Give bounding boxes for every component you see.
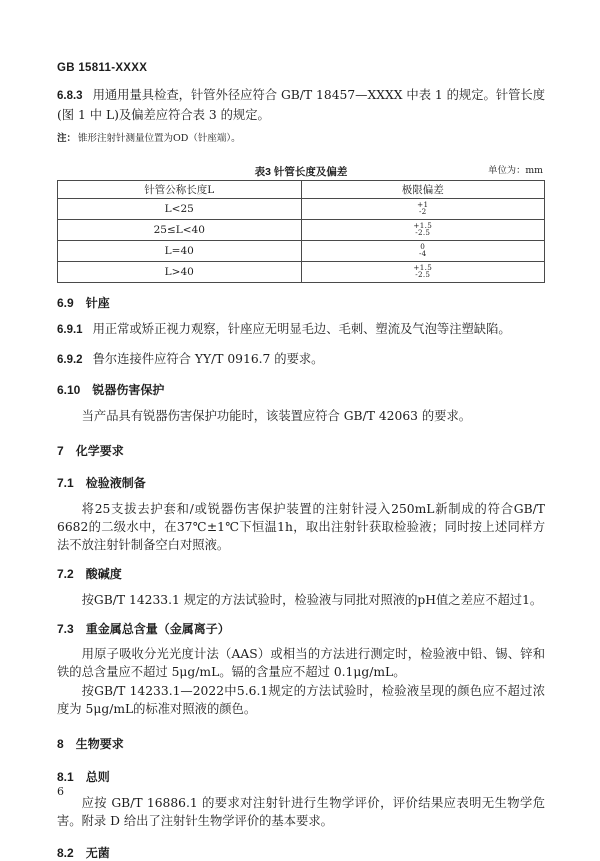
tolerance-upper: +1 [417,199,429,209]
cell-length: L<25 [58,199,302,220]
heading-8-2 [57,844,545,861]
cell-deviation [301,241,545,262]
clause-6-9-2 [57,350,545,370]
heading-7 [57,442,545,459]
clause-text: 用正常或矫正视力观察，针座应无明显毛边、毛刺、塑流及气泡等注塑缺陷。 [92,322,511,336]
clause-text: 鲁尔连接件应符合 YY/T 0916.7 的要求。 [92,352,324,366]
cell-deviation [301,199,545,220]
para-7-1: 将25支拔去护套和/或锐器伤害保护装置的注射针浸入250mL新制成的符合GB/T 6682的二级水中，在37℃±1℃下恒温1h，取出注射针获取检验液；同时按上述同样方法不放注射针制备空白对照液。 [57,502,545,552]
heading-title: 无菌 [85,846,110,860]
table-row [58,220,545,241]
tolerance-lower: -2.5 [415,270,431,280]
para-7-3-a: 用原子吸收分光光度计法（AAS）或相当的方法进行测定时，检验液中铅、锡、锌和铁的总含量应不超过 5μg/mL。镉的含量应不超过 0.1μg/mL。 [57,647,545,679]
heading-title: 检验液制备 [85,476,146,490]
tolerance-lower: -2.5 [415,228,431,238]
heading-title: 针座 [85,296,110,310]
cell-deviation [301,220,545,241]
heading-number: 8 [57,737,64,751]
heading-6-10 [57,381,545,398]
tolerance-stack [413,264,432,279]
heading-number: 6.10 [57,383,81,397]
tolerance-stack [417,201,428,216]
para-7-3-b: 按GB/T 14233.1—2022中5.6.1规定的方法试验时，检验液呈现的颜色应不超过浓度为 5μg/mL的标准对照液的颜色。 [57,684,545,716]
clause-6-8-3 [57,86,545,125]
table-row [58,199,545,220]
heading-number: 8.1 [57,770,74,784]
heading-title: 酸碱度 [85,567,122,581]
heading-number: 7.2 [57,567,74,581]
clause-text: 用通用量具检查，针管外径应符合 GB/T 18457—XXXX 中表 1 的规定。针管长度(图 1 中 L)及偏差应符合表 3 的规定。 [57,88,546,122]
para-8-1: 应按 GB/T 16886.1 的要求对注射针进行生物学评价，评价结果应表明无生物学危害。附录 D 给出了注射针生物学评价的基本要求。 [57,796,545,828]
clause-number: 6.9.2 [57,354,83,366]
tolerance-stack [413,222,432,237]
tolerance-stack [419,243,427,258]
cell-length: L=40 [58,241,302,262]
clause-number: 6.8.3 [57,90,83,102]
tolerance-lower: -2 [418,207,427,217]
heading-7-1 [57,474,545,491]
heading-title: 生物要求 [75,737,124,751]
para-7-2: 按GB/T 14233.1 规定的方法试验时，检验液与同批对照液的pH值之差应不超过1。 [81,593,543,607]
heading-7-3 [57,620,545,637]
heading-number: 6.9 [57,296,74,310]
cell-length: L>40 [58,262,302,283]
heading-number: 7.1 [57,476,74,490]
heading-title: 化学要求 [75,444,124,458]
note-label: 注： [57,133,77,144]
tolerance-upper: +1.5 [413,220,433,230]
heading-6-9 [57,294,545,311]
heading-title: 锐器伤害保护 [92,383,165,397]
heading-number: 8.2 [57,846,74,860]
col-header-deviation: 极限偏差 [301,181,545,199]
table-row [58,262,545,283]
tolerance-upper: +1.5 [413,262,433,272]
heading-title: 总则 [85,770,110,784]
heading-8-1 [57,768,545,785]
para-6-10: 当产品具有锐器伤害保护功能时，该装置应符合 GB/T 42063 的要求。 [81,409,472,423]
heading-8 [57,735,545,752]
heading-number: 7 [57,444,64,458]
tolerance-lower: -4 [418,249,427,259]
table-note [57,132,545,145]
table3-needle-length [57,180,545,283]
table-header-row [58,181,545,199]
heading-title: 重金属总含量（金属离子） [85,622,230,636]
page-number: 6 [57,785,64,798]
clause-number: 6.9.1 [57,324,83,336]
cell-deviation [301,262,545,283]
clause-6-9-1 [57,320,545,340]
note-text: 锥形注射针测量位置为OD（针座端）。 [78,133,241,144]
tolerance-upper: 0 [420,241,426,251]
table3-caption-row [57,160,545,178]
table3-unit-label: 单位为：mm [488,165,543,176]
table-row [58,241,545,262]
col-header-length: 针管公称长度L [58,181,302,199]
table3-title: 表3 针管长度及偏差 [254,166,348,178]
heading-7-2 [57,565,545,582]
standard-code-header: GB 15811-XXXX [57,62,148,74]
cell-length: 25≤L<40 [58,220,302,241]
heading-number: 7.3 [57,622,74,636]
